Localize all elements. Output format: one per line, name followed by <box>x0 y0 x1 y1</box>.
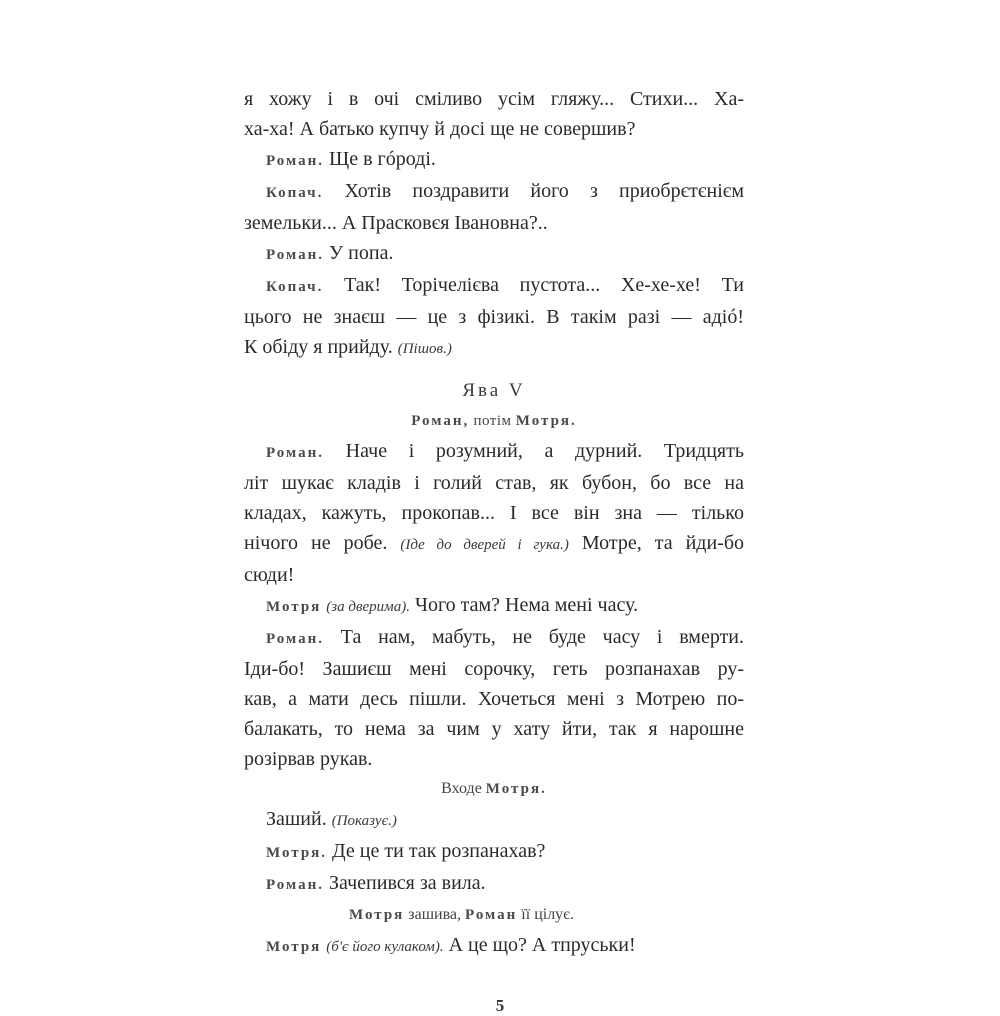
dialogue-text: Чого там? Нема мені часу. <box>414 594 639 616</box>
dialogue-line <box>244 590 744 622</box>
text-line: літ шукає кладів і голий став, як бубон, бо все на <box>244 472 744 494</box>
cast-connector: потім <box>473 413 512 429</box>
text-line: я хожу і в очі сміливо усім гляжу... Стихи... Ха- <box>244 88 744 110</box>
dialogue-text: Хотів поздравити його з приобрєтєнієм <box>344 180 745 202</box>
dialogue-text: А це що? А тпруськи! <box>448 934 636 956</box>
dialogue-line <box>244 144 744 176</box>
dialogue-line <box>244 238 744 270</box>
text-line: цього не знаєш — це з фізикі. В такім разі — адіó! <box>244 306 744 328</box>
text-line: розірвав рукав. <box>244 748 373 770</box>
stage-direction: (Пішов.) <box>397 341 452 357</box>
dialogue-line <box>244 270 744 302</box>
text-line: ха-ха! А батько купчу й досі ще не совершив? <box>244 118 636 140</box>
speaker-name: Мотря. <box>515 413 577 429</box>
speaker-name: Роман <box>465 907 518 923</box>
speaker-name: Копач. <box>266 185 324 201</box>
text-line: земельки... А Прасковєя Івановна?.. <box>244 212 548 234</box>
text-line <box>244 528 744 560</box>
speaker-name: Роман. <box>266 877 325 893</box>
dialogue-text: Мотре, та йди-бо <box>581 532 745 554</box>
text-line <box>244 332 744 364</box>
dialogue-text: К обіду я прийду. <box>244 336 393 358</box>
stage-direction-line <box>244 774 744 804</box>
dialogue-text: Так! Торічелієва пустота... Хе-хе-хе! Ти <box>344 274 744 296</box>
dialogue-text: Де це ти так розпанахав? <box>332 840 546 862</box>
dialogue-text: Ще в гóроді. <box>329 148 436 170</box>
speaker-name: Роман. <box>266 631 325 647</box>
speaker-name: Мотря <box>266 599 322 615</box>
speaker-name: Мотря. <box>485 781 547 797</box>
direction-text: Входе <box>441 780 482 797</box>
speaker-name: Роман. <box>266 247 325 263</box>
text-line: кав, а мати десь пішли. Хочеться мені з Мотрею по- <box>244 688 744 710</box>
dialogue-text: Наче і розумний, а дурний. Тридцять <box>345 440 744 462</box>
dialogue-text: Заший. <box>266 808 327 830</box>
speaker-name: Роман. <box>266 153 325 169</box>
stage-direction: (Показує.) <box>331 813 397 829</box>
text-line: Іди-бо! Зашиєш мені сорочку, геть розпанахав ру- <box>244 658 744 680</box>
dialogue-line <box>244 836 744 868</box>
text-line: сюди! <box>244 564 295 586</box>
speaker-name: Копач. <box>266 279 324 295</box>
dialogue-text: Та нам, мабуть, не буде часу і вмерти. <box>340 626 745 648</box>
dialogue-text: Зачепився за вила. <box>329 872 486 894</box>
dialogue-line <box>244 930 744 962</box>
text-line: балакать, то нема за чим у хату йти, так я нарошне <box>244 718 744 740</box>
speaker-name: Роман, <box>411 413 470 429</box>
text-line: кладах, кажуть, прокопав... І все він зна — тілько <box>244 502 744 524</box>
dialogue-line <box>244 176 744 208</box>
speaker-name: Мотря <box>266 939 322 955</box>
book-page <box>244 0 744 962</box>
speaker-name: Мотря <box>349 907 405 923</box>
direction-text: зашива, <box>408 906 462 923</box>
page-number: 5 <box>495 996 505 1015</box>
stage-direction: (за дверима). <box>326 599 410 615</box>
dialogue-line <box>244 868 744 900</box>
scene-title: Ява V <box>462 380 526 401</box>
stage-direction-line <box>244 900 744 930</box>
direction-text: її цілує. <box>521 906 575 923</box>
stage-direction: (Іде до дверей і гука.) <box>400 537 569 553</box>
dialogue-text: У попа. <box>329 242 394 264</box>
scene-cast <box>244 406 744 436</box>
speaker-name: Роман. <box>266 445 325 461</box>
dialogue-line <box>244 622 744 654</box>
dialogue-line <box>244 804 744 836</box>
dialogue-text: нічого не робе. <box>244 532 388 554</box>
speaker-name: Мотря. <box>266 845 328 861</box>
dialogue-line <box>244 436 744 468</box>
stage-direction: (б'є його кулаком). <box>326 939 444 955</box>
